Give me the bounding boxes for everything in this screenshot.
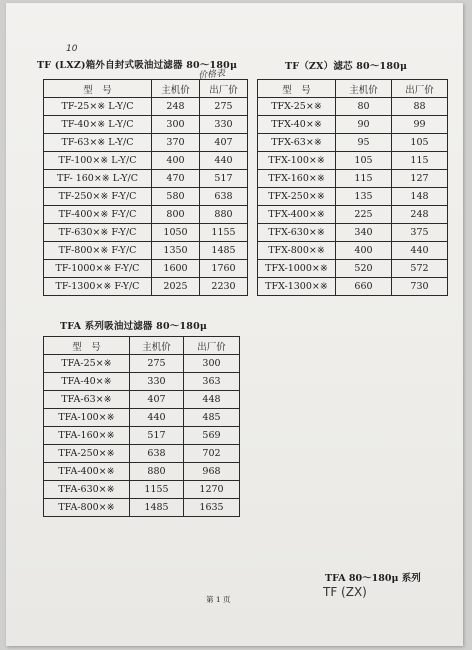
cell-factory-price: 105 — [392, 134, 448, 152]
table-row — [44, 98, 248, 116]
cell-factory-price: 569 — [184, 427, 240, 445]
cell-main-price: 800 — [152, 206, 200, 224]
cell-factory-price: 99 — [392, 116, 448, 134]
cell-factory-price: 1635 — [184, 499, 240, 517]
table-row — [44, 391, 240, 409]
table-row — [44, 242, 248, 260]
cell-model: TF-250×※ F-Y/C — [44, 188, 152, 206]
table-row — [44, 355, 240, 373]
table-row — [258, 152, 448, 170]
cell-factory-price: 485 — [184, 409, 240, 427]
table-row — [44, 481, 240, 499]
handwritten-price-mark: 价格表 — [197, 68, 226, 82]
cell-model: TF-800×※ F-Y/C — [44, 242, 152, 260]
section2-title: TF（ZX）滤芯 80～180μ — [285, 61, 408, 72]
table-row — [258, 224, 448, 242]
cell-model: TF-1000×※ F-Y/C — [44, 260, 152, 278]
cell-main-price: 105 — [336, 152, 392, 170]
table-row — [44, 206, 248, 224]
column-header-model: 型 号 — [44, 337, 130, 355]
cell-model: TFA-800×※ — [44, 499, 130, 517]
cell-factory-price: 702 — [184, 445, 240, 463]
cell-model: TFX-800×※ — [258, 242, 336, 260]
cell-model: TFX-630×※ — [258, 224, 336, 242]
cell-main-price: 115 — [336, 170, 392, 188]
cell-main-price: 90 — [336, 116, 392, 134]
cell-main-price: 660 — [336, 278, 392, 296]
cell-model: TF-400×※ F-Y/C — [44, 206, 152, 224]
table-header-row — [44, 80, 248, 98]
column-header-factory-price: 出厂价 — [392, 80, 448, 98]
cell-main-price: 1600 — [152, 260, 200, 278]
table-row — [258, 260, 448, 278]
cell-main-price: 370 — [152, 134, 200, 152]
section3-title: TFA 系列吸油过滤器 80～180μ — [60, 321, 208, 332]
cell-main-price: 1155 — [130, 481, 184, 499]
table-row — [44, 427, 240, 445]
cell-main-price: 300 — [152, 116, 200, 134]
column-header-model: 型 号 — [258, 80, 336, 98]
cell-factory-price: 407 — [200, 134, 248, 152]
cell-model: TF-25×※ L-Y/C — [44, 98, 152, 116]
cell-factory-price: 127 — [392, 170, 448, 188]
column-header-factory-price: 出厂价 — [200, 80, 248, 98]
cell-main-price: 275 — [130, 355, 184, 373]
cell-main-price: 400 — [336, 242, 392, 260]
cell-main-price: 400 — [152, 152, 200, 170]
table-row — [44, 170, 248, 188]
cell-model: TF- 160×※ L-Y/C — [44, 170, 152, 188]
cell-model: TFX-25×※ — [258, 98, 336, 116]
cell-factory-price: 440 — [392, 242, 448, 260]
section3-price-table — [43, 336, 240, 517]
cell-main-price: 340 — [336, 224, 392, 242]
cell-factory-price: 275 — [200, 98, 248, 116]
table-row — [258, 98, 448, 116]
cell-factory-price: 363 — [184, 373, 240, 391]
cell-model: TF-40×※ L-Y/C — [44, 116, 152, 134]
table-row — [258, 134, 448, 152]
section2-price-table — [257, 79, 448, 296]
table-row — [44, 134, 248, 152]
table-row — [258, 242, 448, 260]
cell-main-price: 225 — [336, 206, 392, 224]
cell-factory-price: 448 — [184, 391, 240, 409]
table-row — [44, 445, 240, 463]
cell-factory-price: 88 — [392, 98, 448, 116]
section1-title: TF (LXZ)箱外自封式吸油过滤器 80～180μ — [37, 60, 238, 71]
cell-model: TF-63×※ L-Y/C — [44, 134, 152, 152]
cell-model: TFX-1300×※ — [258, 278, 336, 296]
cell-main-price: 517 — [130, 427, 184, 445]
cell-model: TFA-100×※ — [44, 409, 130, 427]
cell-factory-price: 572 — [392, 260, 448, 278]
column-header-main-price: 主机价 — [130, 337, 184, 355]
cell-main-price: 638 — [130, 445, 184, 463]
cell-main-price: 580 — [152, 188, 200, 206]
cell-model: TF-1300×※ F-Y/C — [44, 278, 152, 296]
cell-factory-price: 517 — [200, 170, 248, 188]
table-row — [44, 188, 248, 206]
table-row — [258, 278, 448, 296]
page-number: 第 1 页 — [206, 595, 231, 604]
cell-factory-price: 248 — [392, 206, 448, 224]
cell-factory-price: 730 — [392, 278, 448, 296]
cell-factory-price: 1760 — [200, 260, 248, 278]
table-row — [258, 206, 448, 224]
table-row — [44, 463, 240, 481]
cell-model: TFX-250×※ — [258, 188, 336, 206]
cell-main-price: 407 — [130, 391, 184, 409]
cell-model: TFA-63×※ — [44, 391, 130, 409]
cell-main-price: 330 — [130, 373, 184, 391]
cell-factory-price: 1485 — [200, 242, 248, 260]
cell-factory-price: 440 — [200, 152, 248, 170]
cell-model: TFX-40×※ — [258, 116, 336, 134]
cell-factory-price: 148 — [392, 188, 448, 206]
cell-model: TFX-100×※ — [258, 152, 336, 170]
table-header-row — [44, 337, 240, 355]
cell-main-price: 248 — [152, 98, 200, 116]
cell-main-price: 135 — [336, 188, 392, 206]
handwritten-number-mark: 10 — [66, 44, 78, 54]
cell-factory-price: 2230 — [200, 278, 248, 296]
cell-model: TF-630×※ F-Y/C — [44, 224, 152, 242]
cell-main-price: 440 — [130, 409, 184, 427]
table-row — [44, 278, 248, 296]
cell-main-price: 95 — [336, 134, 392, 152]
cell-main-price: 880 — [130, 463, 184, 481]
table-row — [258, 116, 448, 134]
table-row — [258, 188, 448, 206]
column-header-factory-price: 出厂价 — [184, 337, 240, 355]
table-row — [44, 260, 248, 278]
cell-factory-price: 115 — [392, 152, 448, 170]
cell-main-price: 80 — [336, 98, 392, 116]
cell-model: TFX-400×※ — [258, 206, 336, 224]
table-header-row — [258, 80, 448, 98]
table-row — [44, 499, 240, 517]
cell-main-price: 1350 — [152, 242, 200, 260]
cell-model: TFX-160×※ — [258, 170, 336, 188]
cell-factory-price: 1270 — [184, 481, 240, 499]
cell-model: TFA-160×※ — [44, 427, 130, 445]
cell-model: TFX-63×※ — [258, 134, 336, 152]
column-header-main-price: 主机价 — [336, 80, 392, 98]
column-header-main-price: 主机价 — [152, 80, 200, 98]
cell-model: TF-100×※ L-Y/C — [44, 152, 152, 170]
cell-main-price: 470 — [152, 170, 200, 188]
table-row — [44, 224, 248, 242]
cell-factory-price: 330 — [200, 116, 248, 134]
section1-price-table — [43, 79, 248, 296]
cell-model: TFX-1000×※ — [258, 260, 336, 278]
table-row — [44, 152, 248, 170]
cell-main-price: 1050 — [152, 224, 200, 242]
cell-model: TFA-630×※ — [44, 481, 130, 499]
cell-factory-price: 375 — [392, 224, 448, 242]
cell-model: TFA-250×※ — [44, 445, 130, 463]
column-header-model: 型 号 — [44, 80, 152, 98]
handwritten-footer-note: TF (ZX) — [323, 585, 367, 599]
cell-factory-price: 300 — [184, 355, 240, 373]
cell-factory-price: 1155 — [200, 224, 248, 242]
cell-main-price: 2025 — [152, 278, 200, 296]
table-row — [258, 170, 448, 188]
cell-factory-price: 968 — [184, 463, 240, 481]
cell-model: TFA-40×※ — [44, 373, 130, 391]
cell-main-price: 520 — [336, 260, 392, 278]
table-row — [44, 373, 240, 391]
cell-model: TFA-400×※ — [44, 463, 130, 481]
table-row — [44, 116, 248, 134]
table-row — [44, 409, 240, 427]
cell-main-price: 1485 — [130, 499, 184, 517]
cell-factory-price: 638 — [200, 188, 248, 206]
cell-model: TFA-25×※ — [44, 355, 130, 373]
cell-factory-price: 880 — [200, 206, 248, 224]
series-footer-note: TFA 80～180μ 系列 — [325, 573, 421, 584]
